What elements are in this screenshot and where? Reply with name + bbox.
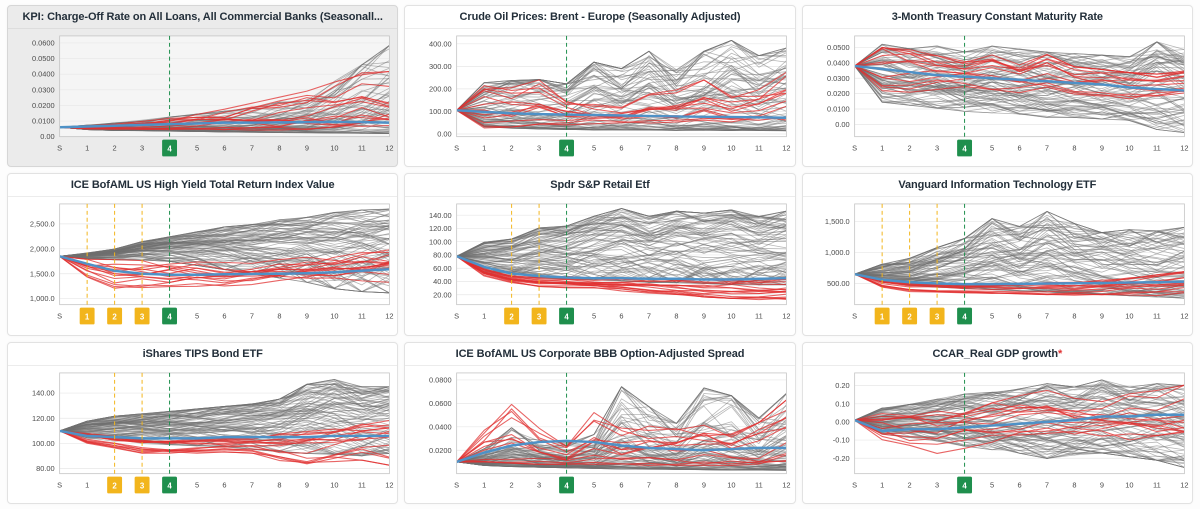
svg-text:1: 1 [879, 480, 884, 490]
chart-panel-vanguard-it-etf[interactable] [802, 173, 1193, 335]
svg-text:7: 7 [1044, 311, 1049, 321]
svg-text:9: 9 [1099, 311, 1104, 321]
svg-text:1,500.0: 1,500.0 [29, 269, 55, 279]
svg-text:S: S [851, 311, 857, 321]
svg-text:1: 1 [482, 480, 487, 490]
svg-text:5: 5 [989, 480, 994, 490]
svg-text:200.00: 200.00 [429, 84, 453, 94]
svg-text:2: 2 [907, 143, 912, 153]
svg-text:7: 7 [249, 311, 255, 321]
svg-text:2: 2 [112, 481, 117, 491]
svg-text:0.0400: 0.0400 [429, 422, 453, 432]
svg-text:2: 2 [907, 480, 912, 490]
svg-text:3: 3 [140, 143, 145, 153]
svg-text:2: 2 [112, 143, 117, 153]
svg-text:0.0500: 0.0500 [31, 54, 55, 64]
svg-text:0.0400: 0.0400 [31, 69, 55, 79]
svg-text:6: 6 [1017, 480, 1022, 490]
svg-text:5: 5 [194, 143, 200, 153]
svg-text:9: 9 [304, 143, 310, 153]
y-axis-labels [30, 220, 55, 304]
chart-title: CCAR_Real GDP growth* [803, 343, 1192, 366]
svg-text:7: 7 [647, 311, 652, 321]
svg-text:100.00: 100.00 [429, 237, 453, 247]
y-axis-labels [825, 217, 850, 288]
svg-text:5: 5 [592, 143, 597, 153]
chart-canvas[interactable] [407, 198, 792, 332]
y-axis-labels [32, 388, 55, 473]
chart-panel-treasury-rate[interactable] [802, 5, 1193, 167]
svg-text:6: 6 [1017, 143, 1022, 153]
svg-text:6: 6 [1017, 311, 1022, 321]
svg-text:7: 7 [249, 143, 255, 153]
chart-title: 3-Month Treasury Constant Maturity Rate [803, 6, 1192, 29]
svg-text:7: 7 [1044, 480, 1049, 490]
svg-text:3: 3 [934, 480, 939, 490]
svg-text:11: 11 [1152, 480, 1161, 490]
svg-text:12: 12 [1179, 311, 1189, 321]
svg-text:4: 4 [564, 481, 570, 491]
chart-canvas[interactable] [805, 367, 1190, 501]
svg-text:300.00: 300.00 [429, 61, 453, 71]
svg-text:3: 3 [537, 480, 542, 490]
svg-text:8: 8 [674, 143, 679, 153]
svg-text:500.00: 500.00 [826, 279, 850, 289]
chart-canvas[interactable] [407, 30, 792, 164]
svg-text:120.00: 120.00 [429, 224, 453, 234]
svg-text:11: 11 [1152, 311, 1161, 321]
svg-text:12: 12 [782, 143, 791, 153]
svg-text:7: 7 [249, 480, 255, 490]
svg-text:11: 11 [1152, 143, 1161, 153]
svg-text:0.0600: 0.0600 [31, 38, 55, 48]
svg-text:2,000.0: 2,000.0 [29, 244, 55, 254]
svg-text:12: 12 [782, 311, 791, 321]
svg-text:10: 10 [330, 311, 339, 321]
chart-title: Crude Oil Prices: Brent - Europe (Seasonally Adjusted) [405, 6, 794, 29]
svg-text:-0.10: -0.10 [832, 435, 850, 445]
chart-panel-ccar-gdp-growth[interactable] [802, 342, 1193, 504]
svg-text:S: S [454, 143, 460, 153]
svg-text:4: 4 [167, 481, 172, 491]
chart-panel-crude-oil[interactable] [404, 5, 795, 167]
svg-text:1: 1 [84, 312, 90, 322]
chart-canvas[interactable] [407, 367, 792, 501]
svg-text:1: 1 [879, 143, 884, 153]
chart-panel-charge-off-rate[interactable] [7, 5, 398, 167]
svg-text:0.0100: 0.0100 [826, 104, 850, 114]
svg-text:5: 5 [989, 311, 994, 321]
x-axis-labels [57, 476, 393, 493]
svg-text:1: 1 [85, 143, 90, 153]
svg-text:2: 2 [907, 312, 912, 322]
svg-text:-0.20: -0.20 [832, 453, 850, 463]
svg-text:4: 4 [962, 312, 967, 322]
x-axis-labels [57, 140, 393, 157]
svg-text:1: 1 [879, 312, 885, 322]
svg-text:0.0300: 0.0300 [826, 73, 850, 83]
chart-panel-tips-bond-etf[interactable] [7, 342, 398, 504]
svg-text:0.10: 0.10 [834, 399, 850, 409]
svg-text:0.00: 0.00 [834, 119, 850, 129]
y-axis-labels [32, 39, 55, 142]
chart-canvas[interactable] [805, 30, 1190, 164]
svg-text:4: 4 [962, 481, 967, 491]
svg-text:4: 4 [962, 144, 967, 154]
svg-text:0.0200: 0.0200 [429, 445, 453, 455]
chart-title: ICE BofAML US Corporate BBB Option-Adjusted Spread [405, 343, 794, 366]
svg-text:140.00: 140.00 [429, 211, 453, 221]
svg-text:9: 9 [702, 311, 707, 321]
svg-text:6: 6 [619, 480, 624, 490]
y-axis-labels [827, 43, 850, 129]
chart-title: iShares TIPS Bond ETF [8, 343, 397, 366]
svg-text:9: 9 [702, 143, 707, 153]
svg-text:6: 6 [222, 480, 227, 490]
svg-text:80.00: 80.00 [433, 250, 453, 260]
svg-text:11: 11 [358, 143, 366, 153]
chart-title: Spdr S&P Retail Etf [405, 174, 794, 197]
svg-text:3: 3 [139, 312, 145, 322]
x-axis-labels [455, 140, 791, 157]
svg-text:9: 9 [1099, 143, 1104, 153]
svg-text:S: S [57, 480, 63, 490]
svg-text:1: 1 [482, 311, 487, 321]
svg-text:7: 7 [647, 480, 652, 490]
svg-text:S: S [57, 143, 63, 153]
svg-text:9: 9 [304, 480, 310, 490]
svg-text:80.00: 80.00 [36, 463, 55, 473]
svg-text:140.00: 140.00 [31, 388, 55, 398]
svg-text:2: 2 [509, 143, 515, 153]
svg-text:12: 12 [782, 480, 791, 490]
svg-text:7: 7 [647, 143, 652, 153]
svg-text:4: 4 [167, 312, 172, 322]
svg-text:7: 7 [1044, 143, 1049, 153]
svg-text:8: 8 [674, 311, 679, 321]
svg-text:11: 11 [755, 311, 764, 321]
svg-text:2: 2 [509, 480, 515, 490]
svg-text:1,000.0: 1,000.0 [824, 248, 850, 258]
svg-text:20.00: 20.00 [433, 290, 453, 300]
svg-text:S: S [57, 311, 63, 321]
svg-text:4: 4 [167, 144, 172, 154]
svg-text:5: 5 [194, 480, 200, 490]
svg-text:12: 12 [385, 480, 394, 490]
svg-text:100.00: 100.00 [429, 107, 453, 116]
chart-canvas[interactable] [10, 30, 395, 164]
chart-title: Vanguard Information Technology ETF [803, 174, 1192, 197]
svg-text:0.0300: 0.0300 [31, 85, 55, 95]
svg-text:0.0200: 0.0200 [826, 89, 850, 99]
svg-text:9: 9 [304, 311, 310, 321]
y-axis-labels [832, 381, 849, 463]
svg-text:60.00: 60.00 [433, 264, 453, 274]
svg-text:8: 8 [277, 480, 282, 490]
svg-text:100.00: 100.00 [31, 438, 55, 448]
svg-text:3: 3 [537, 143, 542, 153]
svg-text:11: 11 [358, 480, 366, 490]
svg-text:6: 6 [619, 311, 624, 321]
y-axis-labels [429, 375, 452, 454]
svg-text:4: 4 [564, 312, 570, 322]
chart-canvas[interactable] [10, 198, 395, 332]
chart-panel-bbb-oas[interactable] [404, 342, 795, 504]
svg-text:2: 2 [112, 312, 117, 322]
chart-canvas[interactable] [10, 367, 395, 501]
svg-text:5: 5 [194, 311, 200, 321]
svg-text:4: 4 [564, 144, 570, 154]
x-axis-labels [455, 308, 791, 325]
svg-text:10: 10 [1124, 311, 1134, 321]
chart-panel-high-yield-index[interactable] [7, 173, 398, 335]
svg-text:0.0200: 0.0200 [31, 101, 55, 110]
svg-text:S: S [454, 480, 460, 490]
svg-text:10: 10 [727, 480, 736, 490]
svg-text:11: 11 [358, 311, 366, 321]
svg-text:8: 8 [277, 143, 282, 153]
svg-text:0.0500: 0.0500 [826, 43, 850, 53]
svg-text:5: 5 [989, 143, 994, 153]
svg-text:9: 9 [702, 480, 707, 490]
x-axis-labels [852, 476, 1188, 493]
svg-text:S: S [851, 143, 857, 153]
y-axis-labels [429, 211, 452, 300]
svg-text:8: 8 [1072, 311, 1077, 321]
svg-text:5: 5 [592, 311, 597, 321]
y-axis-labels [429, 39, 452, 138]
svg-text:12: 12 [1179, 480, 1189, 490]
svg-text:0.0100: 0.0100 [31, 116, 55, 126]
svg-text:40.00: 40.00 [433, 277, 453, 287]
svg-text:8: 8 [1072, 480, 1077, 490]
svg-text:3: 3 [934, 312, 939, 322]
chart-canvas[interactable] [805, 198, 1190, 332]
x-axis-labels [455, 476, 791, 493]
chart-title: ICE BofAML US High Yield Total Return Index Value [8, 174, 397, 197]
svg-text:10: 10 [1124, 480, 1134, 490]
svg-text:10: 10 [727, 143, 736, 153]
x-axis-labels [852, 140, 1188, 157]
svg-text:1,000.0: 1,000.0 [29, 294, 55, 304]
svg-text:3: 3 [139, 481, 145, 491]
chart-panel-spdr-retail-etf[interactable] [404, 173, 795, 335]
svg-text:0.0600: 0.0600 [429, 398, 453, 408]
svg-text:0.0800: 0.0800 [429, 375, 453, 385]
svg-text:0.00: 0.00 [437, 129, 453, 139]
svg-text:9: 9 [1099, 480, 1104, 490]
svg-text:1,500.0: 1,500.0 [824, 217, 850, 227]
svg-text:12: 12 [385, 311, 394, 321]
svg-text:10: 10 [330, 143, 339, 153]
svg-text:6: 6 [222, 143, 227, 153]
svg-text:0.0400: 0.0400 [826, 58, 850, 68]
svg-text:6: 6 [619, 143, 624, 153]
svg-text:11: 11 [755, 143, 764, 153]
svg-text:11: 11 [755, 480, 764, 490]
svg-text:8: 8 [1072, 143, 1077, 153]
svg-text:0.20: 0.20 [834, 380, 850, 390]
x-axis-labels [57, 308, 393, 325]
svg-text:2,500.0: 2,500.0 [29, 219, 55, 229]
svg-text:10: 10 [330, 480, 339, 490]
svg-text:120.00: 120.00 [31, 413, 55, 423]
svg-text:0.00: 0.00 [834, 417, 850, 427]
svg-text:1: 1 [85, 480, 90, 490]
svg-text:8: 8 [674, 480, 679, 490]
svg-text:1: 1 [482, 143, 487, 153]
svg-text:5: 5 [592, 480, 597, 490]
svg-text:S: S [454, 311, 460, 321]
x-axis-labels [852, 308, 1188, 325]
svg-text:400.00: 400.00 [429, 39, 453, 49]
svg-text:3: 3 [537, 312, 542, 322]
svg-text:10: 10 [1124, 143, 1134, 153]
svg-text:12: 12 [1179, 143, 1189, 153]
svg-text:8: 8 [277, 311, 282, 321]
svg-text:10: 10 [727, 311, 736, 321]
svg-text:0.00: 0.00 [40, 132, 55, 142]
svg-text:12: 12 [385, 143, 394, 153]
svg-text:2: 2 [509, 312, 515, 322]
chart-title: KPI: Charge-Off Rate on All Loans, All Commercial Banks (Seasonall... [8, 6, 397, 29]
svg-text:3: 3 [934, 143, 939, 153]
svg-text:S: S [851, 480, 857, 490]
svg-text:6: 6 [222, 311, 227, 321]
